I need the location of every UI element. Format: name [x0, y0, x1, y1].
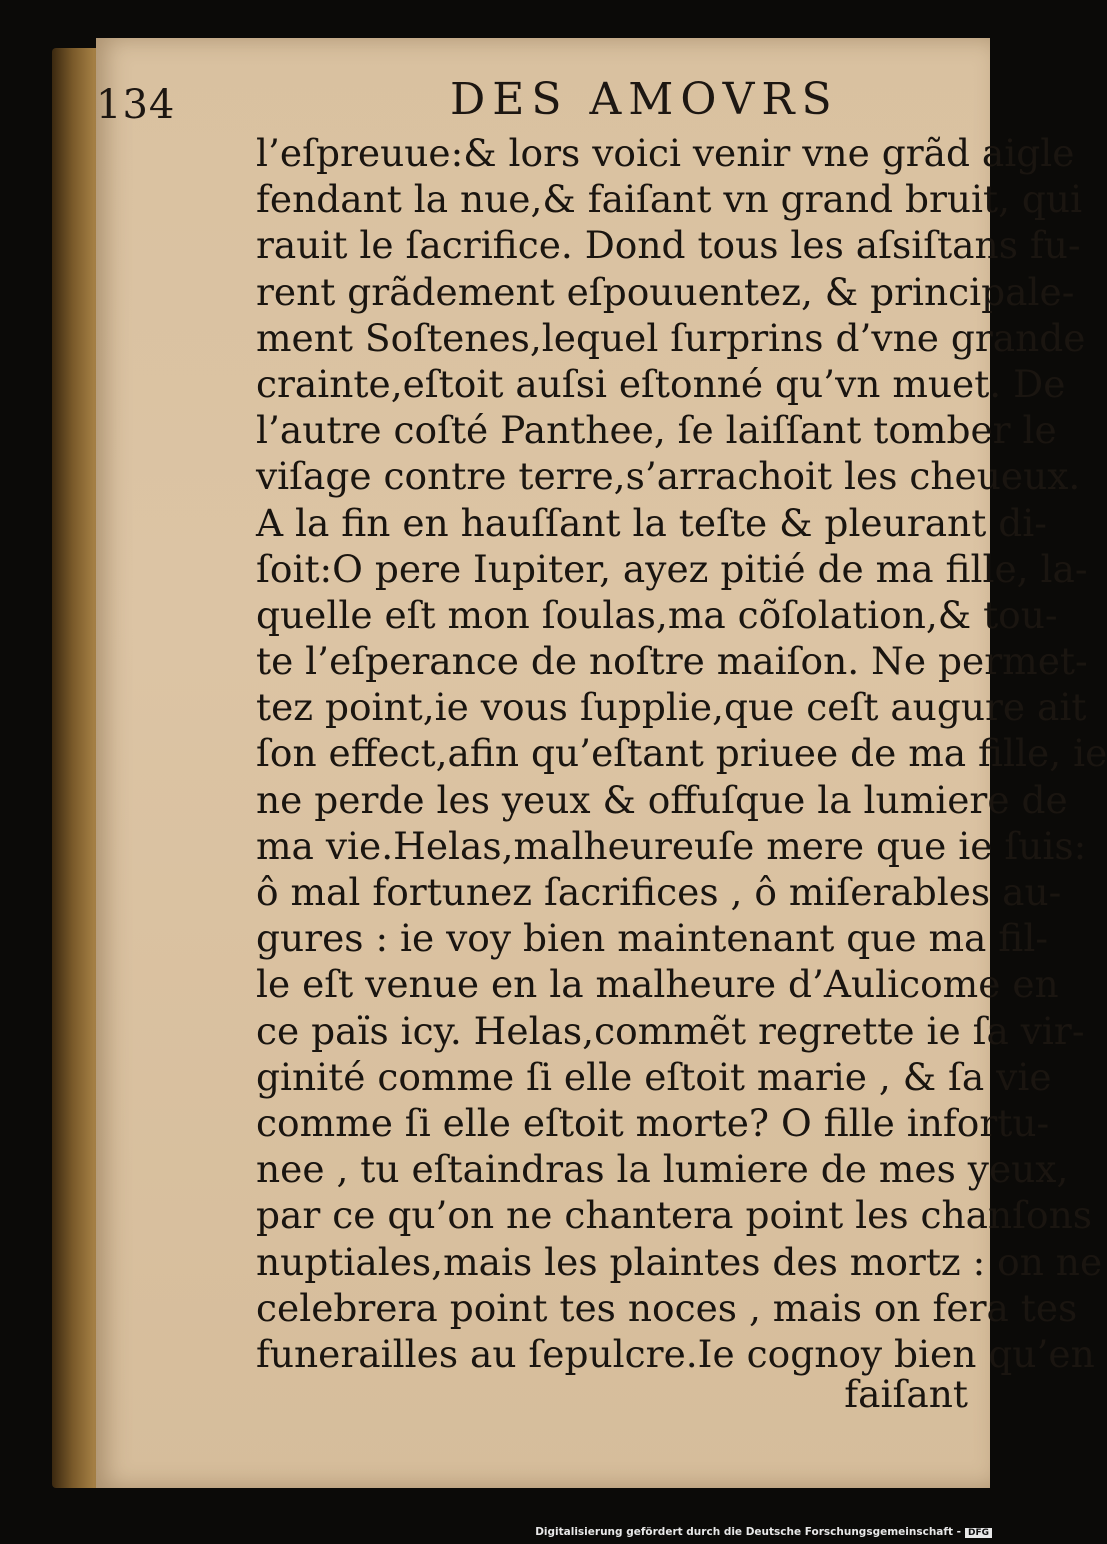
text-line: ma vie.Helas,malheureuſe mere que ie ſuis: — [256, 823, 1087, 868]
catchword: faiſant — [844, 1372, 968, 1416]
text-line: tez point,ie vous ſupplie,que ceſt augure ait — [256, 685, 1087, 730]
text-line: nee , tu eſtaindras la lumiere de mes yeux, — [256, 1147, 1069, 1192]
dfg-logo: DFG — [965, 1528, 992, 1538]
text-line: te l’eſperance de noſtre maiſon. Ne permet- — [256, 639, 1088, 684]
text-line: l’eſpreuue:& lors voici venir vne grãd aigle — [256, 131, 1075, 175]
text-line: rauit le ſacrifice. Dond tous les aſsiſtans fu- — [256, 223, 1081, 268]
text-line: gures : ie voy bien maintenant que ma fil- — [256, 916, 1048, 961]
text-line: ment Soſtenes,lequel ſurprins d’vne grande — [256, 315, 1086, 360]
text-line: ne perde les yeux & offuſque la lumiere de — [256, 777, 1068, 822]
text-line: comme ſi elle eſtoit morte? O fille infortu- — [256, 1100, 1050, 1145]
text-line: fendant la nue,& faiſant vn grand bruit, qui — [256, 177, 1083, 222]
credit-text: Digitalisierung gefördert durch die Deutsche Forschungsgemeinschaft - — [535, 1526, 961, 1538]
text-line: crainte,eſtoit auſsi eſtonné qu’vn muet. De — [256, 361, 1066, 406]
text-line: nuptiales,mais les plaintes des mortz : on ne — [256, 1239, 1103, 1284]
text-line: rent grãdement eſpouuentez, & principale- — [256, 269, 1075, 314]
page-number: 134 — [96, 82, 176, 128]
digitization-credit — [535, 1526, 992, 1538]
text-line: l’autre coſté Panthee, ſe laiſſant tomber le — [256, 408, 1057, 453]
text-line: ce païs icy. Helas,commẽt regrette ie ſa vir- — [256, 1008, 1085, 1053]
text-line: le eſt venue en la malheure d’Aulicome en — [256, 962, 1059, 1007]
text-line: ſon effect,afin qu’eſtant priuee de ma fille, ie — [256, 731, 1107, 776]
text-line: A la fin en hauſſant la teſte & pleurant di- — [256, 500, 1047, 545]
text-line: ſoit:O pere Iupiter, ayez pitié de ma fille, la- — [256, 546, 1088, 591]
body-text — [256, 130, 1107, 1377]
text-line: ô mal fortunez ſacrifices , ô miſerables au- — [256, 870, 1062, 914]
text-line: viſage contre terre,s’arrachoit les cheueux. — [256, 454, 1081, 499]
text-line: ginité comme ſi elle eſtoit marie , & ſa vie — [256, 1054, 1052, 1099]
running-title: DES AMOVRS — [450, 74, 839, 125]
text-line: funerailles au ſepulcre.Ie cognoy bien qu’en — [256, 1331, 1095, 1376]
text-line: quelle eſt mon ſoulas,ma cõſolation,& tou- — [256, 592, 1058, 637]
text-line: par ce qu’on ne chantera point les chanſons — [256, 1193, 1093, 1238]
text-line: celebrera point tes noces , mais on fera tes — [256, 1285, 1078, 1330]
